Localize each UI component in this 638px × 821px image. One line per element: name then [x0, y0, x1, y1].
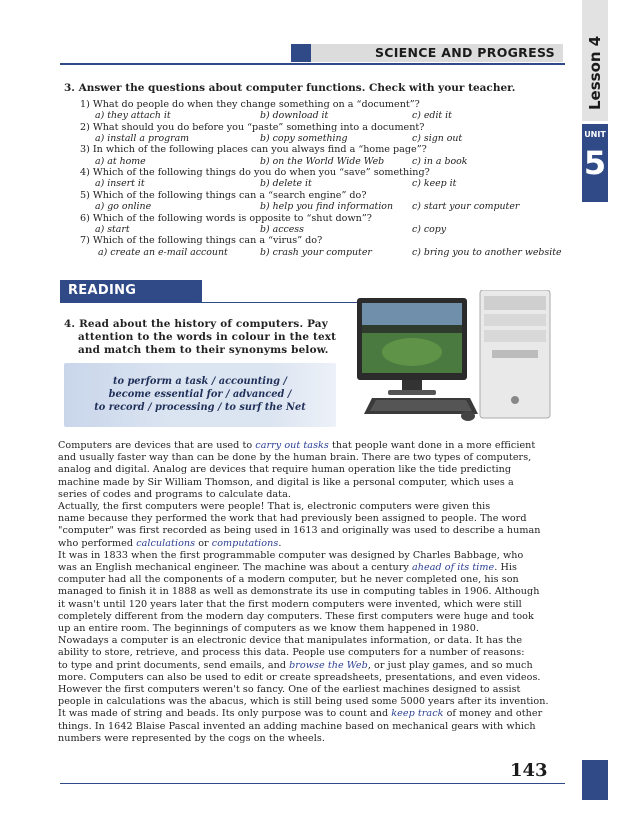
text-line — [58, 440, 566, 451]
text-segment: and usually faster way than can be done by the human brain. There are two types of computers, — [58, 452, 532, 464]
text-line — [58, 684, 566, 695]
text-segment: analog and digital. Analog are devices that require human operation like the tide predicting — [58, 464, 512, 476]
text-segment: computer had all the components of a modern computer, but he never completed one, his son — [58, 574, 519, 586]
text-line — [58, 623, 566, 634]
highlighted-word: browse the Web — [289, 659, 368, 671]
text-segment: It was made of string and beads. Its only purpose was to count and — [58, 708, 392, 720]
text-line — [58, 574, 566, 585]
answer-option: c) in a book — [412, 155, 468, 167]
answer-option: a) install a program — [95, 133, 190, 144]
synonyms-line: to perform a task / accounting / — [112, 376, 287, 387]
highlighted-word: computations — [211, 537, 279, 549]
text-line — [58, 464, 566, 475]
answer-option: b) copy something — [260, 133, 348, 144]
page-rule — [60, 783, 565, 784]
text-line — [58, 452, 566, 463]
answer-option: a) insert it — [95, 178, 145, 190]
answer-option: a) they attach it — [95, 110, 171, 122]
exercise-3-heading: 3. Answer the questions about computer functions. Check with your teacher. — [64, 82, 516, 94]
question-text: 4) Which of the following things do you do when you “save” something? — [80, 167, 430, 179]
text-line — [58, 647, 566, 658]
reading-title: READING — [68, 283, 137, 298]
text-line — [58, 708, 566, 719]
exercise-4-line: and match them to their synonyms below. — [78, 344, 329, 356]
answer-option: a) start — [95, 223, 130, 235]
text-line — [58, 477, 566, 488]
text-segment: up an entire room. The beginnings of computers as we know them happened in 1980. — [58, 623, 480, 634]
synonyms-line: to record / processing / to surf the Net — [94, 402, 306, 413]
text-line — [58, 562, 566, 573]
answer-option: b) crash your computer — [260, 246, 372, 258]
text-line — [58, 660, 566, 671]
text-segment: or — [195, 537, 212, 549]
answer-option: c) copy — [412, 223, 447, 235]
question-text: 3) In which of the following places can you always find a “home page”? — [80, 144, 427, 156]
text-segment: was an English mechanical engineer. The machine was about a century — [58, 562, 412, 573]
question-text: 2) What should you do before you “paste” something into a document? — [80, 121, 425, 133]
text-segment: it wasn't until 120 years later that the first modern computers were invented, which were still — [58, 598, 522, 610]
text-segment: Actually, the first computers were people! That is, electronic computers were given this — [58, 501, 491, 512]
synonyms-line: become essential for / advanced / — [108, 389, 292, 400]
highlighted-word: calculations — [136, 537, 196, 549]
text-line — [58, 501, 566, 512]
lesson-label: Lesson 4 — [586, 35, 604, 111]
answer-option: b) access — [260, 223, 304, 235]
highlighted-word: keep track — [391, 708, 444, 720]
exercise-4-line: attention to the words in colour in the text — [78, 331, 337, 343]
answer-option: a) go online — [95, 201, 152, 213]
text-segment: of money and other — [443, 708, 543, 720]
answer-option: a) at home — [95, 155, 146, 167]
answer-option: c) keep it — [412, 178, 457, 190]
text-segment: Nowadays a computer is an electronic device that manipulates information, or data. It has the — [58, 635, 523, 647]
question-text: 6) Which of the following words is opposite to “shut down”? — [80, 212, 372, 224]
text-line — [58, 599, 566, 610]
text-line — [58, 696, 566, 707]
text-segment: more. Computers can also be used to edit or create spreadsheets, presentations, and even videos. — [58, 671, 541, 683]
text-segment: who performed — [58, 537, 137, 549]
highlighted-word: ahead of its time — [411, 562, 495, 573]
text-line — [58, 635, 566, 646]
text-segment: It was in 1833 when the first programmable computer was designed by Charles Babbage, who — [58, 549, 524, 561]
text-segment: that people want done in a more efficient — [328, 440, 536, 451]
answer-option: b) delete it — [260, 178, 312, 190]
text-segment: numbers were represented by the cogs on the wheels. — [58, 732, 325, 744]
text-segment: people in calculations was the abacus, which is still being used some 5000 years after its invention. — [58, 696, 549, 708]
text-segment: ability to store, retrieve, and process this data. People use computers for a number of reasons: — [58, 647, 525, 659]
text-line — [58, 525, 566, 536]
text-line — [58, 611, 566, 622]
text-segment: . His — [494, 562, 517, 573]
answer-option: c) edit it — [412, 110, 452, 122]
text-segment: completely different from the modern day computers. These first computers were huge and took — [58, 610, 534, 622]
header-rule — [60, 63, 565, 65]
computer-illustration — [352, 290, 562, 430]
unit-label: UNIT — [584, 130, 606, 139]
text-line — [58, 538, 566, 549]
reading-rule — [60, 302, 385, 303]
question-text: 1) What do people do when they change something on a “document”? — [80, 99, 420, 110]
text-line — [58, 550, 566, 561]
answer-option: b) help you find information — [260, 201, 393, 213]
answer-option: c) sign out — [412, 133, 463, 144]
text-segment: things. In 1642 Blaise Pascal invented an adding machine based on mechanical gears with which — [58, 720, 536, 732]
text-segment: "computer" was first recorded as being used in 1613 and originally was used to describe a human — [58, 525, 541, 537]
text-line — [58, 672, 566, 683]
text-line — [58, 586, 566, 597]
question-text: 7) Which of the following things can a “virus” do? — [80, 235, 323, 247]
text-segment: name because they performed the work that had previously been assigned to people. The word — [58, 513, 527, 525]
question-text: 5) Which of the following things can a “search engine” do? — [80, 189, 367, 201]
text-segment: to type and print documents, send emails, and — [58, 659, 290, 671]
unit-number: 5 — [583, 144, 607, 182]
answer-option: b) download it — [260, 110, 329, 122]
text-segment: managed to finish it in 1888 as well as demonstrate its use in computing tables in 1906. Although — [58, 586, 540, 598]
text-line — [58, 721, 566, 732]
page-number: 143 — [510, 760, 548, 781]
answer-option: a) create an e-mail account — [98, 246, 228, 258]
text-segment: However the first computers weren't so fancy. One of the earliest machines designed to assist — [58, 684, 521, 695]
answer-option: b) on the World Wide Web — [260, 155, 385, 167]
bottom-tab — [582, 760, 608, 800]
text-line — [58, 489, 566, 500]
answer-option: c) start your computer — [412, 201, 520, 213]
text-segment: . — [278, 537, 282, 549]
text-segment: machine made by Sir William Thomson, and digital is like a personal computer, which uses a — [58, 476, 514, 488]
text-segment: series of codes and programs to calculate data. — [58, 488, 291, 500]
section-title: SCIENCE AND PROGRESS — [311, 44, 563, 62]
highlighted-word: carry out tasks — [255, 440, 329, 451]
answer-option: c) bring you to another website — [412, 246, 562, 258]
exercise-4-line: 4. Read about the history of computers. Pay — [64, 318, 328, 330]
text-segment: Computers are devices that are used to — [58, 440, 256, 451]
text-line — [58, 513, 566, 524]
text-segment: , or just play games, and so much — [367, 659, 533, 671]
text-line — [58, 733, 566, 744]
header-accent-block — [291, 44, 311, 62]
